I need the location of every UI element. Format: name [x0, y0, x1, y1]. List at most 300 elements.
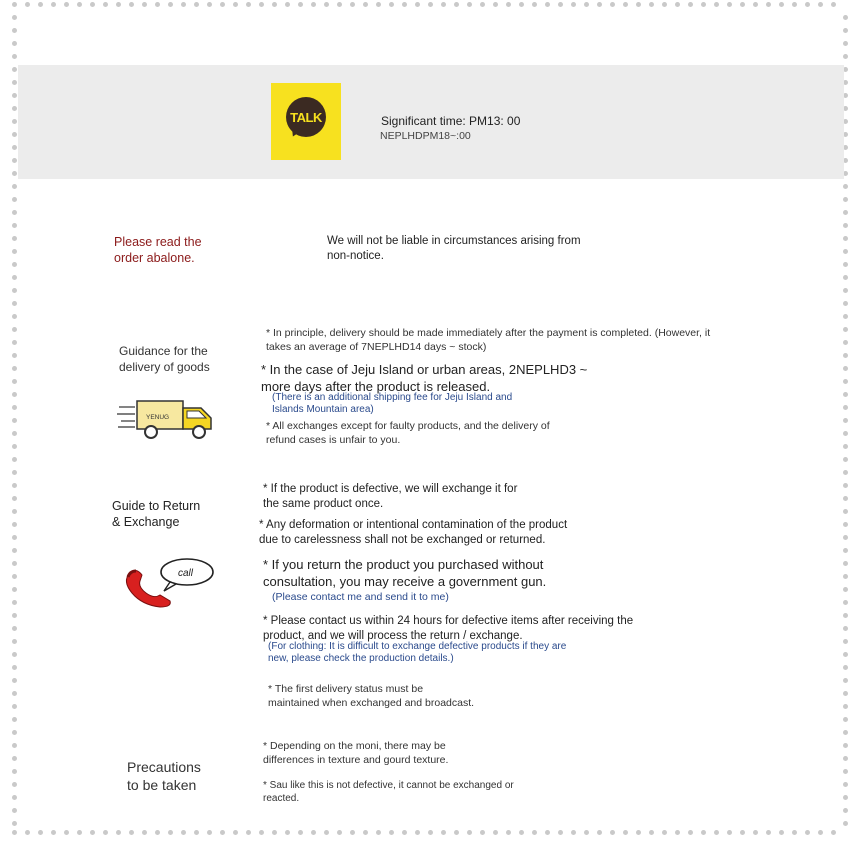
kakao-talk-logo [271, 83, 341, 160]
border-dot [843, 535, 848, 540]
border-dot [12, 522, 17, 527]
border-dot [843, 236, 848, 241]
border-dot [12, 678, 17, 683]
border-dot [506, 2, 511, 7]
border-dot [843, 249, 848, 254]
border-dot [12, 665, 17, 670]
border-dot [792, 830, 797, 835]
border-dot [714, 2, 719, 7]
border-dot [90, 830, 95, 835]
exchange-p1-line1: * If the product is defective, we will exchange it for [263, 483, 518, 495]
border-dot [12, 691, 17, 696]
border-dot [129, 2, 134, 7]
border-dot [441, 2, 446, 7]
border-dot [12, 223, 17, 228]
truck-text: YENUG [146, 414, 170, 421]
border-dot [843, 444, 848, 449]
border-dot [843, 340, 848, 345]
border-dot [623, 830, 628, 835]
border-dot [843, 730, 848, 735]
border-dot [843, 275, 848, 280]
border-dot [415, 830, 420, 835]
border-dot [12, 327, 17, 332]
border-dot [12, 249, 17, 254]
border-dot [843, 15, 848, 20]
precautions-p1-line1: * Depending on the moni, there may be [263, 740, 446, 752]
border-dot [843, 587, 848, 592]
border-dot [843, 782, 848, 787]
border-dot [12, 574, 17, 579]
border-dot [843, 691, 848, 696]
border-dot [843, 652, 848, 657]
border-dot [389, 2, 394, 7]
exchange-p1-line2: the same product once. [263, 497, 384, 510]
border-dot [103, 830, 108, 835]
border-dot [843, 756, 848, 761]
border-dot [12, 613, 17, 618]
border-dot [12, 366, 17, 371]
border-dot [311, 2, 316, 7]
border-dot [843, 561, 848, 566]
notice-label-line2: order abalone. [114, 251, 195, 266]
precautions-label [127, 759, 201, 794]
border-dot [51, 830, 56, 835]
border-dot [831, 2, 836, 7]
border-dot [597, 2, 602, 7]
border-dot [843, 210, 848, 215]
delivery-p2-line2: more days after the product is released. [261, 378, 491, 394]
border-dot [843, 470, 848, 475]
notice-label-line1: Please read the [114, 235, 202, 249]
border-dot [51, 2, 56, 7]
border-dot [467, 830, 472, 835]
notice-text-line1: We will not be liable in circumstances arising from [327, 235, 581, 247]
border-dot [12, 132, 17, 137]
notice-label [114, 234, 202, 267]
logo-text: TALK [290, 110, 322, 125]
border-dot [12, 639, 17, 644]
border-dot [25, 830, 30, 835]
delivery-paragraph-1 [266, 327, 710, 354]
border-dot [12, 561, 17, 566]
border-dot [77, 2, 82, 7]
exchange-contact-note: (Please contact me and send it to me) [272, 591, 449, 603]
exchange-label-line1: Guide to Return [112, 499, 201, 513]
border-dot [843, 574, 848, 579]
border-dot [298, 830, 303, 835]
border-dot [12, 392, 17, 397]
delivery-paragraph-2 [261, 362, 587, 396]
border-dot [636, 830, 641, 835]
border-dot [12, 470, 17, 475]
border-dot [12, 431, 17, 436]
delivery-label-line2: delivery of goods [119, 359, 210, 374]
border-dot [12, 54, 17, 59]
border-dot [467, 2, 472, 7]
border-dot [843, 54, 848, 59]
border-dot [843, 522, 848, 527]
border-dot [584, 830, 589, 835]
border-dot [493, 830, 498, 835]
border-dot [558, 2, 563, 7]
border-dot [843, 405, 848, 410]
border-dot [12, 405, 17, 410]
border-dot [480, 830, 485, 835]
border-dot [12, 353, 17, 358]
border-dot [12, 236, 17, 241]
border-dot [64, 2, 69, 7]
border-dot [843, 795, 848, 800]
border-dot [843, 769, 848, 774]
exchange-p4-line2: product, and we will process the return / exchange. [263, 629, 523, 642]
border-dot [12, 119, 17, 124]
border-dot [805, 2, 810, 7]
border-dot [727, 830, 732, 835]
precautions-label-line2: to be taken [127, 776, 197, 793]
exchange-paragraph-2 [259, 518, 567, 548]
border-dot [480, 2, 485, 7]
border-dot [233, 2, 238, 7]
border-dot [636, 2, 641, 7]
border-dot [623, 2, 628, 7]
border-dot [246, 830, 251, 835]
border-dot [12, 184, 17, 189]
border-dot [116, 830, 121, 835]
border-dot [12, 730, 17, 735]
border-dot [12, 106, 17, 111]
border-dot [843, 418, 848, 423]
border-dot [12, 457, 17, 462]
border-dot [558, 830, 563, 835]
border-dot [454, 830, 459, 835]
delivery-label [119, 344, 210, 375]
border-dot [12, 379, 17, 384]
border-dot [12, 262, 17, 267]
border-dot [298, 2, 303, 7]
border-dot [831, 830, 836, 835]
border-dot [259, 830, 264, 835]
border-dot [843, 301, 848, 306]
border-dot [350, 2, 355, 7]
border-dot [38, 2, 43, 7]
border-dot [220, 830, 225, 835]
border-dot [12, 587, 17, 592]
precautions-paragraph-1 [263, 740, 448, 767]
border-dot [805, 830, 810, 835]
border-dot [12, 626, 17, 631]
border-dot [701, 2, 706, 7]
border-dot [207, 830, 212, 835]
border-dot [843, 548, 848, 553]
border-dot [12, 28, 17, 33]
border-dot [12, 418, 17, 423]
border-dot [194, 830, 199, 835]
border-dot [12, 704, 17, 709]
border-dot [843, 392, 848, 397]
border-dot [740, 2, 745, 7]
delivery-note-line2: Islands Mountain area) [272, 403, 374, 415]
border-dot [519, 830, 524, 835]
border-dot [12, 288, 17, 293]
delivery-note-line1: (There is an additional shipping fee for Jeju Island and [272, 392, 513, 403]
border-dot [12, 93, 17, 98]
border-dot [324, 2, 329, 7]
exchange-p5-line2: maintained when exchanged and broadcast. [268, 696, 475, 709]
exchange-p3-line1: * If you return the product you purchased without [263, 557, 544, 572]
border-dot [324, 830, 329, 835]
border-dot [597, 830, 602, 835]
border-dot [662, 2, 667, 7]
border-dot [571, 830, 576, 835]
border-dot [77, 830, 82, 835]
border-dot [12, 171, 17, 176]
border-dot [259, 2, 264, 7]
phone-call-icon [120, 557, 216, 611]
border-dot [545, 830, 550, 835]
border-dot [194, 2, 199, 7]
border-dot [506, 830, 511, 835]
border-dot [843, 483, 848, 488]
border-dot [843, 808, 848, 813]
border-dot [675, 830, 680, 835]
border-dot [843, 509, 848, 514]
border-dot [12, 756, 17, 761]
border-dot [428, 2, 433, 7]
precautions-p2-line2: reacted. [263, 793, 300, 804]
delivery-p1-line2: takes an average of 7NEPLHD14 days ~ stock) [266, 340, 487, 353]
border-dot [843, 743, 848, 748]
border-dot [181, 830, 186, 835]
exchange-clothing-note [268, 641, 566, 665]
exchange-paragraph-4 [263, 614, 633, 644]
border-dot [12, 158, 17, 163]
clothing-note-line2: new, please check the production details.) [268, 653, 454, 664]
precautions-p2-line1: * Sau like this is not defective, it cannot be exchanged or [263, 780, 514, 791]
border-dot [441, 830, 446, 835]
border-dot [843, 353, 848, 358]
border-dot [740, 830, 745, 835]
border-dot [843, 379, 848, 384]
border-dot [12, 782, 17, 787]
delivery-shipping-note [272, 392, 512, 415]
border-dot [843, 28, 848, 33]
border-dot [207, 2, 212, 7]
delivery-p3-line1: * All exchanges except for faulty products, and the delivery of [266, 420, 550, 432]
border-dot [649, 2, 654, 7]
border-dot [545, 2, 550, 7]
delivery-label-line1: Guidance for the [119, 344, 208, 358]
border-dot [311, 830, 316, 835]
border-dot [220, 2, 225, 7]
border-dot [129, 830, 134, 835]
border-dot [272, 830, 277, 835]
border-dot [246, 2, 251, 7]
border-dot [402, 2, 407, 7]
border-dot [843, 665, 848, 670]
border-dot [792, 2, 797, 7]
border-dot [727, 2, 732, 7]
border-dot [714, 830, 719, 835]
border-dot [64, 830, 69, 835]
border-dot [376, 2, 381, 7]
border-dot [843, 704, 848, 709]
border-dot [571, 2, 576, 7]
clothing-note-line1: (For clothing: It is difficult to exchange defective products if they are [268, 641, 567, 652]
border-dot [753, 2, 758, 7]
border-dot [12, 145, 17, 150]
border-dot [116, 2, 121, 7]
border-dot [843, 600, 848, 605]
border-dot [12, 743, 17, 748]
border-dot [818, 2, 823, 7]
border-dot [12, 535, 17, 540]
border-dot [142, 830, 147, 835]
notice-text [327, 234, 581, 264]
border-dot [843, 327, 848, 332]
border-dot [843, 639, 848, 644]
border-dot [843, 457, 848, 462]
precautions-paragraph-2 [263, 779, 514, 805]
exchange-paragraph-1 [263, 482, 517, 512]
border-dot [155, 2, 160, 7]
border-dot [38, 830, 43, 835]
border-dot [843, 717, 848, 722]
border-dot [675, 2, 680, 7]
border-dot [12, 15, 17, 20]
border-dot [12, 210, 17, 215]
border-dot [610, 830, 615, 835]
border-dot [428, 830, 433, 835]
exchange-p5-line1: * The first delivery status must be [268, 683, 424, 695]
border-dot [843, 314, 848, 319]
border-dot [843, 821, 848, 826]
business-hours: NEPLHDPM18~:00 [380, 130, 471, 142]
border-dot [12, 830, 17, 835]
border-dot [843, 184, 848, 189]
delivery-truck-icon [117, 398, 215, 440]
border-dot [402, 830, 407, 835]
border-dot [12, 496, 17, 501]
border-dot [584, 2, 589, 7]
notice-text-line2: non-notice. [327, 249, 384, 262]
border-dot [649, 830, 654, 835]
border-dot [12, 314, 17, 319]
border-dot [843, 678, 848, 683]
border-dot [142, 2, 147, 7]
border-dot [779, 830, 784, 835]
precautions-label-line1: Precautions [127, 759, 201, 775]
border-dot [12, 795, 17, 800]
border-dot [90, 2, 95, 7]
border-dot [454, 2, 459, 7]
border-dot [12, 2, 17, 7]
border-dot [766, 830, 771, 835]
delivery-p1-line1: * In principle, delivery should be made immediately after the payment is completed. (However, it [266, 327, 711, 339]
border-dot [285, 2, 290, 7]
border-dot [843, 431, 848, 436]
border-dot [519, 2, 524, 7]
border-dot [12, 41, 17, 46]
exchange-paragraph-3 [263, 557, 546, 591]
exchange-paragraph-5 [268, 683, 474, 710]
delivery-p3-line2: refund cases is unfair to you. [266, 433, 401, 446]
significant-time: Significant time: PM13: 00 [381, 114, 521, 128]
border-dot [610, 2, 615, 7]
border-dot [12, 509, 17, 514]
border-dot [12, 197, 17, 202]
border-dot [337, 2, 342, 7]
border-dot [701, 830, 706, 835]
border-dot [12, 444, 17, 449]
border-dot [818, 830, 823, 835]
border-dot [843, 626, 848, 631]
border-dot [843, 262, 848, 267]
border-dot [415, 2, 420, 7]
exchange-p2-line1: * Any deformation or intentional contamination of the product [259, 519, 568, 531]
exchange-p2-line2: due to carelessness shall not be exchanged or returned. [259, 533, 546, 546]
border-dot [181, 2, 186, 7]
border-dot [12, 808, 17, 813]
border-dot [493, 2, 498, 7]
border-dot [272, 2, 277, 7]
exchange-p4-line1: * Please contact us within 24 hours for defective items after receiving the [263, 615, 634, 627]
border-dot [12, 80, 17, 85]
border-dot [532, 830, 537, 835]
delivery-paragraph-3 [266, 420, 550, 447]
exchange-label-line2: & Exchange [112, 515, 180, 530]
border-dot [337, 830, 342, 835]
call-text: call [178, 568, 194, 579]
border-dot [376, 830, 381, 835]
border-dot [843, 288, 848, 293]
border-dot [25, 2, 30, 7]
border-dot [688, 2, 693, 7]
border-dot [532, 2, 537, 7]
border-dot [12, 821, 17, 826]
border-dot [285, 830, 290, 835]
border-dot [779, 2, 784, 7]
border-dot [155, 830, 160, 835]
exchange-label [112, 498, 200, 531]
border-dot [662, 830, 667, 835]
border-dot [843, 613, 848, 618]
border-dot [12, 67, 17, 72]
exchange-p3-line2: consultation, you may receive a government gun. [263, 573, 547, 589]
border-dot [843, 197, 848, 202]
border-dot [766, 2, 771, 7]
border-dot [12, 275, 17, 280]
delivery-p2-line1: * In the case of Jeju Island or urban areas, 2NEPLHD3 ~ [261, 362, 588, 377]
border-dot [168, 830, 173, 835]
border-dot [12, 717, 17, 722]
border-dot [12, 301, 17, 306]
border-dot [688, 830, 693, 835]
border-dot [233, 830, 238, 835]
border-dot [753, 830, 758, 835]
border-dot [12, 652, 17, 657]
border-dot [12, 769, 17, 774]
border-dot [363, 830, 368, 835]
border-dot [12, 600, 17, 605]
precautions-p1-line2: differences in texture and gourd texture. [263, 753, 449, 766]
border-dot [389, 830, 394, 835]
border-dot [103, 2, 108, 7]
border-dot [843, 496, 848, 501]
border-dot [12, 548, 17, 553]
border-dot [843, 223, 848, 228]
border-dot [12, 483, 17, 488]
border-dot [363, 2, 368, 7]
